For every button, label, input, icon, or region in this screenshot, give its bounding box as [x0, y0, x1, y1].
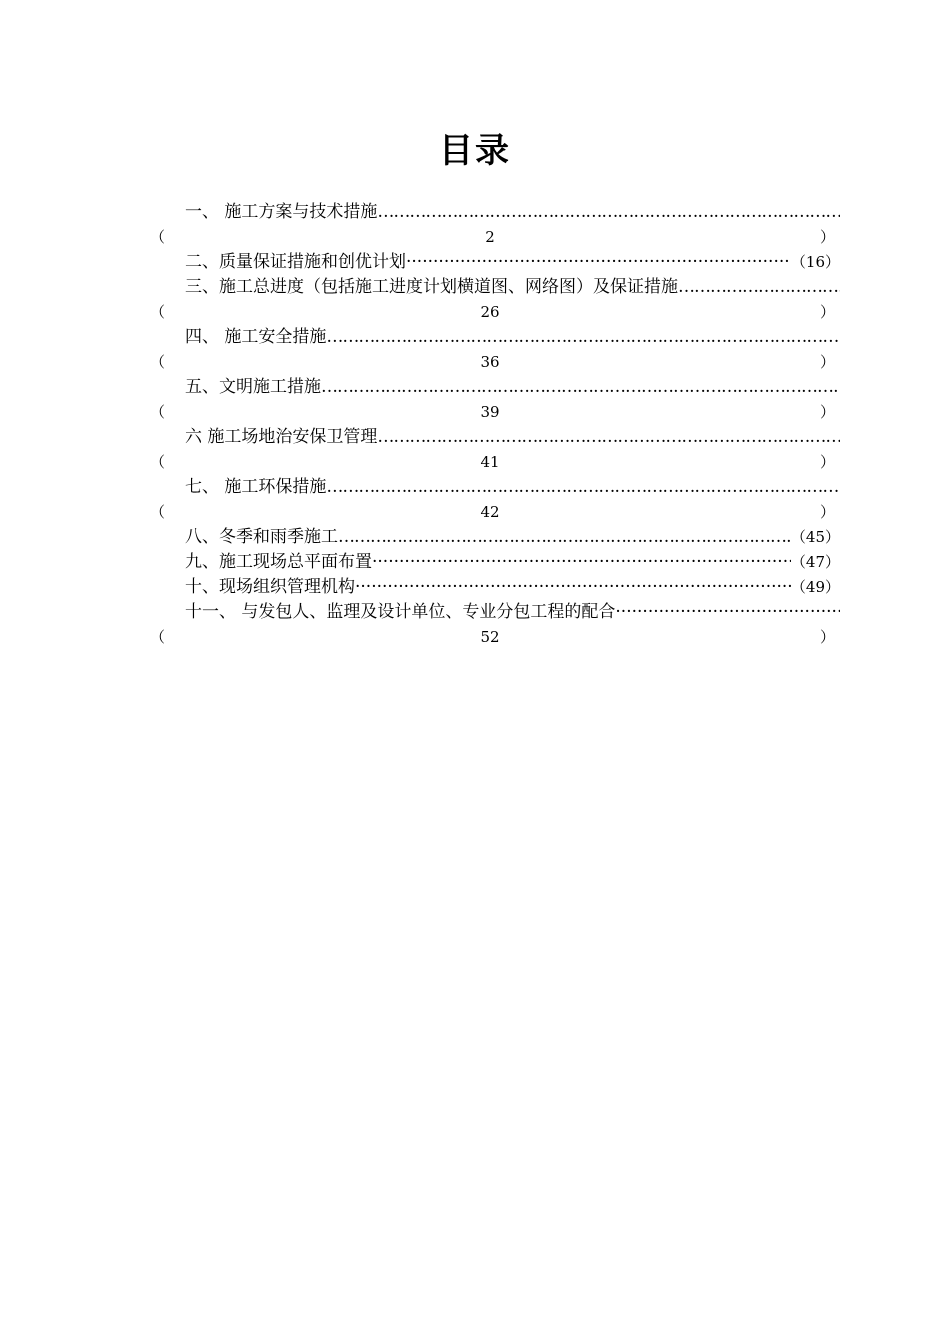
toc-page-line	[150, 400, 840, 425]
close-paren: ）	[820, 228, 836, 246]
toc-page-number: 52	[480, 628, 500, 646]
toc-page-line	[150, 450, 840, 475]
table-of-contents	[150, 200, 840, 650]
toc-entry[interactable]	[150, 250, 840, 275]
close-paren: ）	[820, 403, 836, 421]
dot-leader	[326, 325, 840, 350]
open-paren: （	[150, 453, 166, 471]
dot-leader	[355, 575, 791, 600]
toc-page-number: 42	[480, 503, 500, 521]
toc-entry-text: 五、文明施工措施	[185, 377, 321, 397]
toc-page-number: （16）	[790, 253, 840, 271]
open-paren: （	[150, 403, 166, 421]
toc-entry-text: 九、施工现场总平面布置	[185, 552, 372, 572]
close-paren: ）	[820, 503, 836, 521]
page-title: 目录	[439, 131, 511, 171]
open-paren: （	[150, 303, 166, 321]
toc-entry-text: 六 施工场地治安保卫管理	[185, 427, 378, 447]
toc-entry-text: 十一、 与发包人、监理及设计单位、专业分包工程的配合	[185, 602, 616, 622]
toc-entry[interactable]	[150, 575, 840, 600]
toc-page-number: （49）	[790, 578, 840, 596]
toc-page-number: （45）	[790, 528, 840, 546]
toc-page-number: （47）	[790, 553, 840, 571]
toc-entry-text: 三、施工总进度（包括施工进度计划横道图、网络图）及保证措施	[185, 277, 678, 297]
dot-leader	[678, 275, 840, 300]
close-paren: ）	[820, 453, 836, 471]
toc-entry[interactable]	[150, 325, 840, 350]
toc-entry-text: 四、 施工安全措施	[185, 327, 327, 347]
toc-entry-text: 十、现场组织管理机构	[185, 577, 355, 597]
toc-page-number: 36	[480, 353, 500, 371]
toc-entry[interactable]	[150, 375, 840, 400]
toc-entry[interactable]	[150, 525, 840, 550]
dot-leader	[615, 600, 840, 625]
toc-page-line	[150, 625, 840, 650]
dot-leader	[377, 425, 840, 450]
toc-page-number: 39	[480, 403, 500, 421]
toc-entry[interactable]	[150, 475, 840, 500]
toc-entry-text: 一、 施工方案与技术措施	[185, 202, 378, 222]
toc-page-line	[150, 350, 840, 375]
toc-entry-text: 二、质量保证措施和创优计划	[185, 252, 406, 272]
close-paren: ）	[820, 628, 836, 646]
close-paren: ）	[820, 303, 836, 321]
toc-page-number: 41	[480, 453, 500, 471]
toc-entry[interactable]	[150, 200, 840, 225]
dot-leader	[377, 200, 840, 225]
toc-entry[interactable]	[150, 275, 840, 300]
toc-page-line	[150, 500, 840, 525]
toc-page-number: 2	[485, 228, 495, 246]
close-paren: ）	[820, 353, 836, 371]
open-paren: （	[150, 503, 166, 521]
dot-leader	[372, 550, 791, 575]
dot-leader	[406, 250, 791, 275]
open-paren: （	[150, 228, 166, 246]
toc-page-number: 26	[480, 303, 500, 321]
toc-entry[interactable]	[150, 425, 840, 450]
dot-leader	[326, 475, 840, 500]
open-paren: （	[150, 628, 166, 646]
dot-leader	[338, 525, 791, 550]
toc-entry[interactable]	[150, 550, 840, 575]
dot-leader	[321, 375, 840, 400]
open-paren: （	[150, 353, 166, 371]
toc-entry-text: 七、 施工环保措施	[185, 477, 327, 497]
toc-page-line	[150, 300, 840, 325]
toc-page-line	[150, 225, 840, 250]
toc-entry[interactable]	[150, 600, 840, 625]
toc-entry-text: 八、冬季和雨季施工	[185, 527, 338, 547]
